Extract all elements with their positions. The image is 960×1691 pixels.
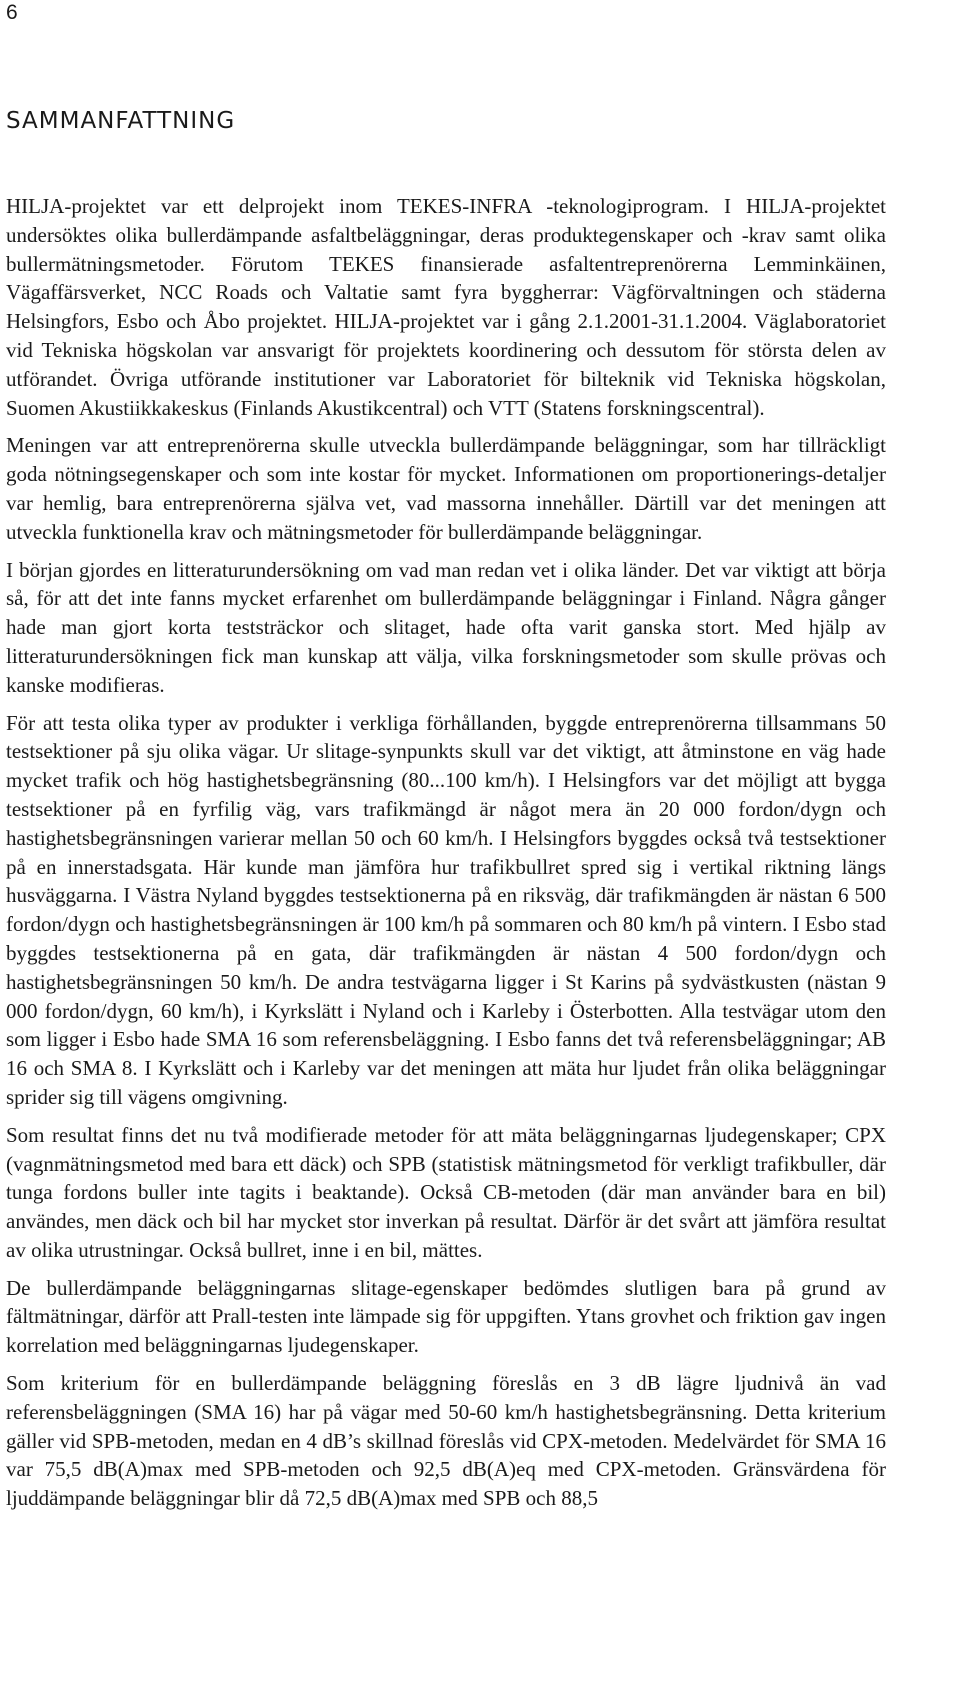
summary-body xyxy=(6,192,886,1513)
paragraph-wear-properties: De bullerdämpande beläggningarnas slitage-egenskaper bedömdes slutligen bara på grund av fältmätningar, därför att Prall-testen inte lämpade sig för uppgiften. Ytans grovhet och friktion gav ingen korrelation med beläggningarnas ljudegenskaper. xyxy=(6,1275,886,1358)
section-heading: SAMMANFATTNING xyxy=(6,108,236,134)
paragraph-project-overview: HILJA-projektet var ett delprojekt inom TEKES-INFRA -teknologiprogram. I HILJA-projektet undersöktes olika bullerdämpande asfaltbeläggningar, deras produktegenskaper och -krav samt olika bullermätningsmetoder. Förutom TEKES finansierade asfaltentreprenörerna Lemminkäinen, Vägaffärsverket, NCC Roads och Valtatie samt fyra byggherrar: Vägförvaltningen och städerna Helsingfors, Esbo och Åbo projektet. HILJA-projektet var i gång 2.1.2001-31.1.2004. Väglaboratoriet vid Tekniska högskolan var ansvarigt för projektets koordinering och dessutom för största delen av utförandet. Övriga utförande institutioner var Laboratoriet för bilteknik vid Tekniska högskolan, Suomen Akustiikkakeskus (Finlands Akustikcentral) och VTT (Statens forskningscentral). xyxy=(6,194,886,420)
paragraph-criteria: Som kriterium för en bullerdämpande beläggning föreslås en 3 dB lägre ljudnivå än vad referensbeläggningen (SMA 16) har på vägar med 50-60 km/h hastighetsbegränsning. Detta kriterium gäller vid SPB-metoden, medan en 4 dB’s skillnad föreslås vid CPX-metoden. Medelvärdet för SMA 16 var 75,5 dB(A)max med SPB-metoden och 92,5 dB(A)eq med CPX-metoden. Gränsvärdena för ljuddämpande beläggningar blir då 72,5 dB(A)max med SPB och 88,5 xyxy=(6,1371,886,1511)
paragraph-test-sections: För att testa olika typer av produkter i verkliga förhållanden, byggde entreprenörerna tillsammans 50 testsektioner på sju olika vägar. Ur slitage-synpunkts skull var det viktigt, att åtminstone en väg hade mycket trafik och hög hastighetsbegränsning (80...100 km/h). I Helsingfors var det möjligt att bygga testsektioner på en fyrfilig väg, vars trafikmängd är något mera än 20 000 fordon/dygn och hastighetsbegränsningen varierar mellan 50 och 60 km/h. I Helsingfors byggdes också två testsektioner på en innerstadsgata. Här kunde man jämföra hur trafikbullret spred sig i vertikal riktning längs husväggarna. I Västra Nyland byggdes testsektionerna på en riksväg, där trafikmängden är nästan 6 500 fordon/dygn och hastighetsbegränsningen är 100 km/h på sommaren och 80 km/h på vintern. I Esbo stad byggdes testsektionerna på en gata, där trafikmängden är nästan 4 500 fordon/dygn och hastighetsbegränsningen 50 km/h. De andra testvägarna ligger i St Karins på sydvästkusten (nästan 9 000 fordon/dygn, 60 km/h), i Kyrkslätt i Nyland och i Karleby i Österbotten. Alla testvägar utom den som ligger i Esbo hade SMA 16 som referensbeläggning. I Esbo fanns det två referensbeläggningar; AB 16 och SMA 8. I Kyrkslätt och i Karleby var det meningen att mäta hur ljudet från olika beläggningar sprider sig till vägens omgivning. xyxy=(6,710,886,1109)
paragraph-objectives: Meningen var att entreprenörerna skulle utveckla bullerdämpande beläggningar, som har tillräckligt goda nötningsegenskaper och som inte kostar för mycket. Informationen om proportionerings-detaljer var hemlig, bara entreprenörerna själva vet, vad massorna innehåller. Därtill var det meningen att utveckla funktionella krav och mätningsmetoder för bullerdämpande beläggningar. xyxy=(6,433,886,544)
paragraph-literature-review: I början gjordes en litteraturundersökning om vad man redan vet i olika länder. Det var viktigt att börja så, för att det inte fanns mycket erfarenhet om bullerdämpande beläggningar i Finland. Några gånger hade man gjort korta teststräckor och slitaget, hade ofta varit ganska stort. Med hjälp av litteraturundersökningen fick man kunskap att välja, vilka forskningsmetoder som skulle prövas och kanske modifieras. xyxy=(6,557,886,697)
paragraph-measurement-methods: Som resultat finns det nu två modifierade metoder för att mäta beläggningarnas ljudegenskaper; CPX (vagnmätningsmetod med bara ett däck) och SPB (statistisk mätningsmetod för verkligt trafikbuller, där tunga fordons buller inte tagits i beaktande). Också CB-metoden (där man använder bara en bil) användes, men däck och bil har mycket stor inverkan på resultat. Därför är det svårt att jämföra resultat av olika utrustningar. Också bullret, inne i en bil, mättes. xyxy=(6,1122,886,1262)
page-number: 6 xyxy=(6,1,18,24)
